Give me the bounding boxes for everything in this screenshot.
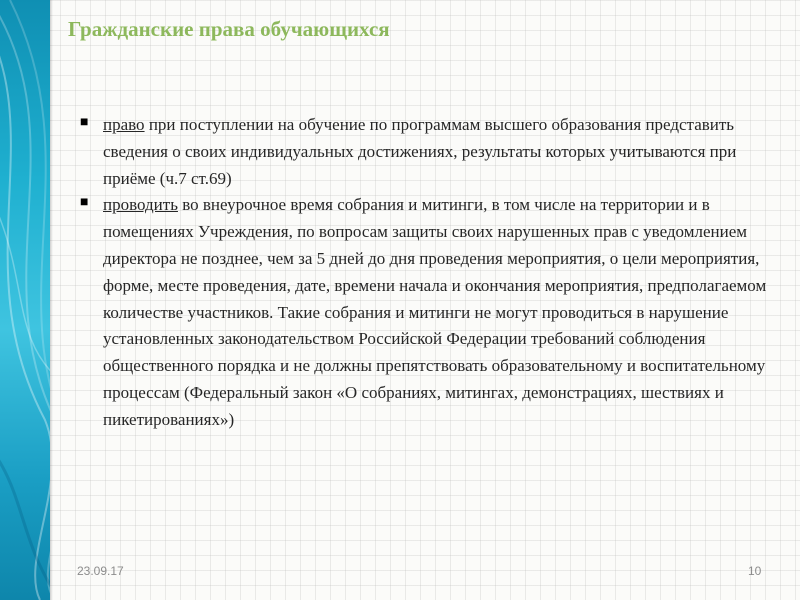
bullet-lead: право xyxy=(103,115,145,134)
slide-title: Гражданские права обучающихся xyxy=(68,17,390,41)
bullet-item xyxy=(80,112,780,192)
bullet-item xyxy=(80,192,780,433)
decorative-side-strip xyxy=(0,0,50,600)
bullet-list xyxy=(80,112,780,434)
bullet-lead: проводить xyxy=(103,195,178,215)
footer-date: 23.09.17 xyxy=(77,564,124,578)
bullet-text: при поступлении на обучение по программам высшего образования представить сведения о своих индивидуальных достижениях, результаты которых учитываются при приёме (ч.7 ст.69) xyxy=(103,115,737,188)
bullet-icon: ■ xyxy=(80,115,89,130)
page-number: 10 xyxy=(748,564,762,578)
bullet-text: во внеурочное время собрания и митинги, в том числе на территории и в помещениях Учреждения, по вопросам защиты своих нарушенных прав с уведомлением директора не позднее, чем за 5 дней до дня проведения мероприятия, о цели мероприятия, форме, месте проведения, дате, времени начала и окончания мероприятия, предполагаемом количестве участников. Такие собрания и митинги не могут проводиться в нарушение установленных законодательством Российской Федерации требований соблюдения общественного порядка и не должны препятствовать образовательному и воспитательному процессам (Федеральный закон «О собраниях, митингах, демонстрациях, шествиях и пикетированиях») xyxy=(103,195,767,429)
wave-decoration-icon xyxy=(0,0,50,600)
side-strip-shadow xyxy=(50,0,53,600)
bullet-icon: ■ xyxy=(80,195,89,211)
